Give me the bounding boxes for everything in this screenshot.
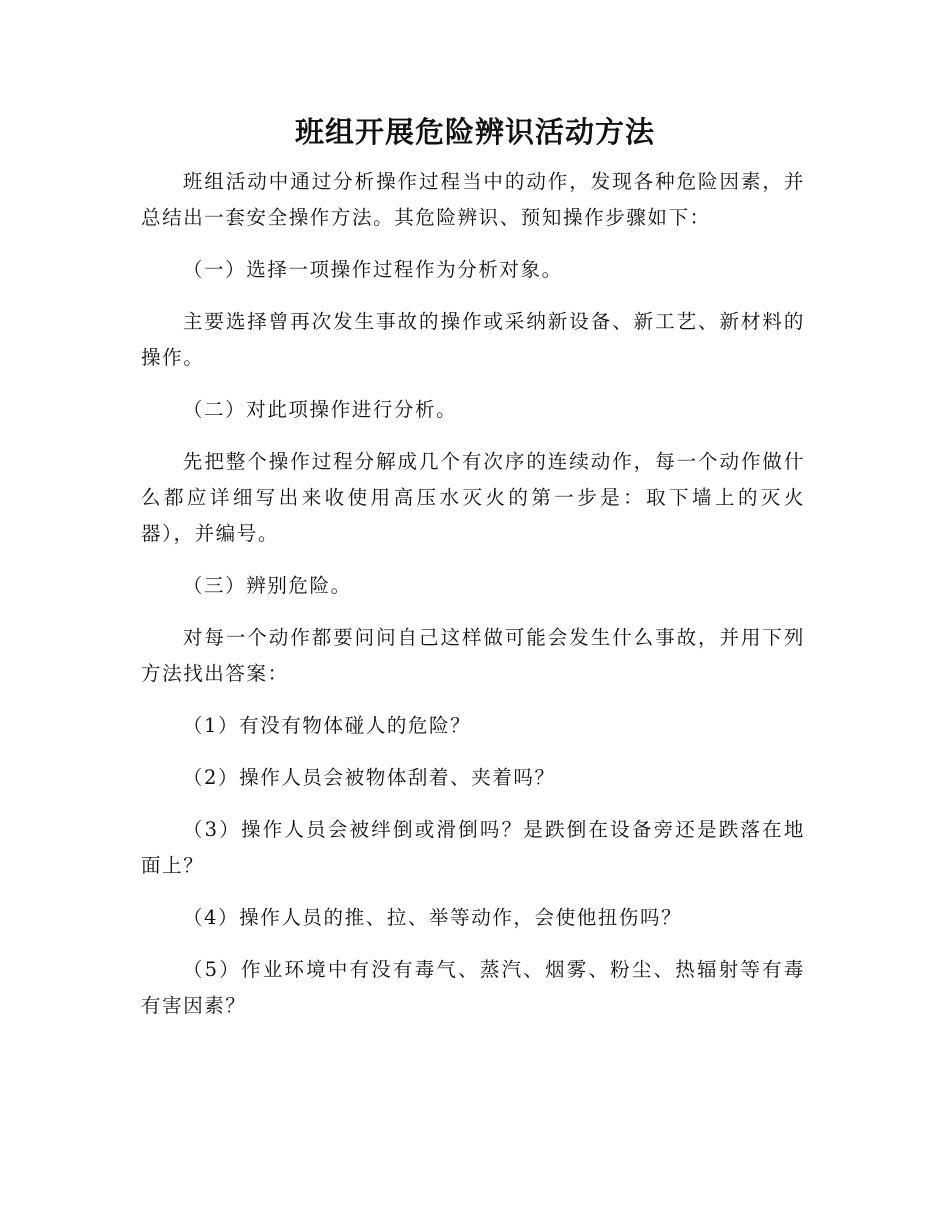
paragraph-intro: 班组活动中通过分析操作过程当中的动作，发现各种危险因素，并总结出一套安全操作方法。其危险辨识、预知操作步骤如下：	[141, 170, 805, 229]
list-item: （3）操作人员会被绊倒或滑倒吗？是跌倒在设备旁还是跌落在地面上？	[141, 818, 805, 877]
document-body	[141, 164, 805, 1040]
paragraph: 先把整个操作过程分解成几个有次序的连续动作，每一个动作做什么都应详细写出来收使用高压水灭火的第一步是：取下墙上的灭火器），并编号。	[141, 450, 805, 545]
paragraph: 主要选择曾再次发生事故的操作或采纳新设备、新工艺、新材料的操作。	[141, 310, 805, 369]
document-title: 班组开展危险辨识活动方法	[294, 115, 655, 149]
list-item: （4）操作人员的推、拉、举等动作，会使他扭伤吗？	[182, 906, 683, 929]
section-heading-3: （三）辨别危险。	[182, 574, 352, 597]
section-heading-2: （二）对此项操作进行分析。	[182, 398, 458, 421]
paragraph: 对每一个动作都要问问自己这样做可能会发生什么事故，并用下列方法找出答案：	[141, 626, 805, 685]
list-item: （2）操作人员会被物体刮着、夹着吗？	[182, 766, 556, 789]
list-item: （1）有没有物体碰人的危险？	[182, 714, 472, 737]
list-item: （5）作业环境中有没有毒气、蒸汽、烟雾、粉尘、热辐射等有毒有害因素？	[141, 958, 805, 1017]
section-heading-1: （一）选择一项操作过程作为分析对象。	[182, 258, 563, 281]
